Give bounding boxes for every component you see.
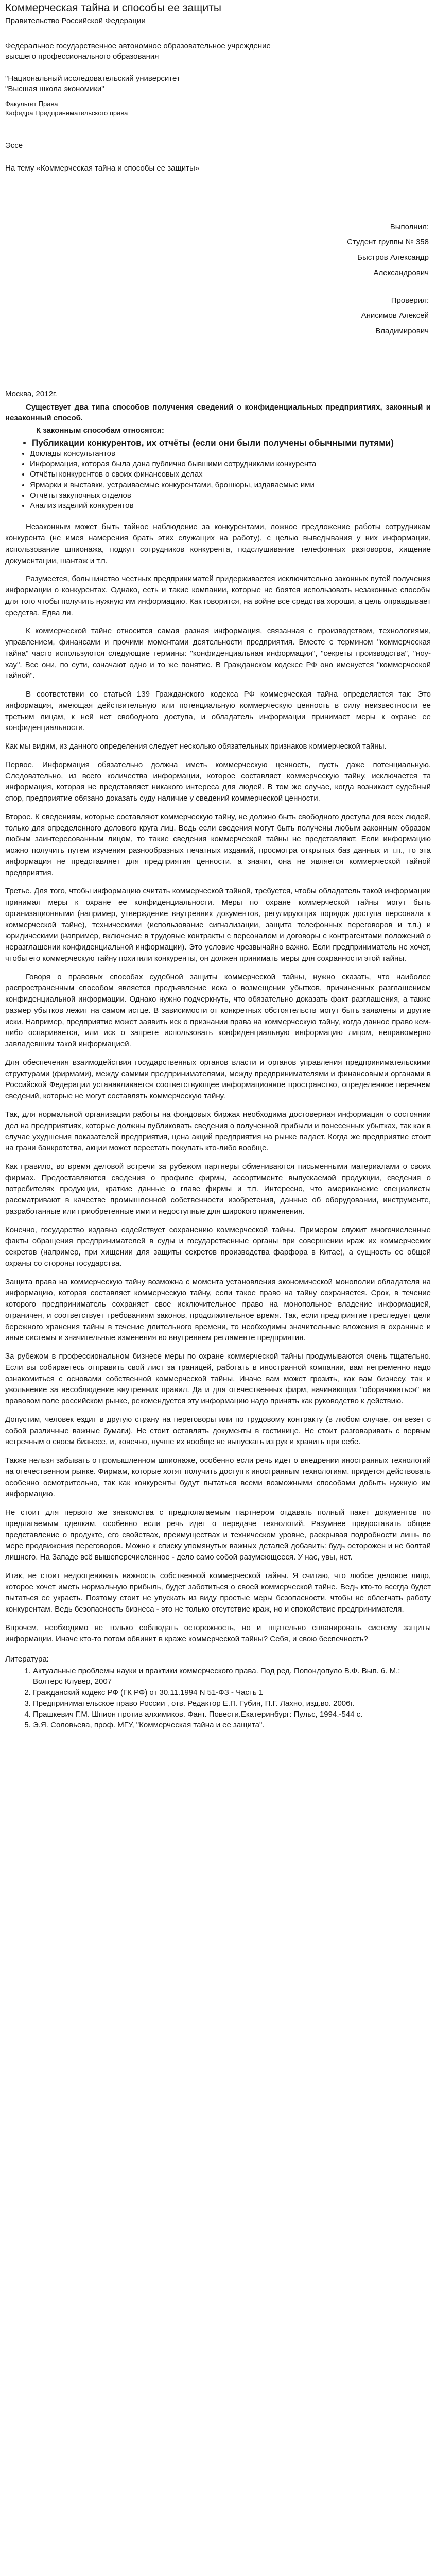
paragraph: Так, для нормальной организации работы на фондовых биржах необходима достоверная информация о состоянии дел на предприятиях, которые должны публиковать сведения о полученной прибыли и понесенных убытках, так как в случае ухудшения показателей предприятия, цена акций предприятия на рынке падает. Когда же предприятие стоит на грани банкротства, акции может перестать покупать кто-либо вообще. — [5, 1110, 431, 1153]
paragraph: Как мы видим, из данного определения следует несколько обязательных признаков коммерческой тайны. — [5, 742, 387, 751]
paragraph: Для обеспечения взаимодействия государственных органов власти и органов управления предпринимательскими структурами (фирмами), между самими предпринимателями, между предпринимателями и финансовыми органами в Российской Федерации устанавливается соответствующее информационное пространство, определенное перечнем сведений, которые не могут составлять коммерческую тайну. — [5, 1058, 431, 1101]
reference-item: 1. Актуальные проблемы науки и практики коммерческого права. Под ред. Попондопуло В.Ф. Вып. 6. М.: Волтерс Клувер, 2007 — [33, 1666, 431, 1687]
legal-methods-heading: К законным способам относятся: — [36, 426, 164, 435]
paragraph: Третье. Для того, чтобы информацию считать коммерческой тайной, требуется, чтобы обладатель такой информации принимал меры к охране ее конфиденциальности. Меры по охране коммерческой тайны могут быть организационными (например, утверждение внутренних документов, регулирующих порядок доступа персонала к коммерческой тайне), техническими (использование сигнализации, защита телефонных переговоров и т.п.) и юридическими (например, включение в трудовые контракты с персоналом и договоры с контрагентами положений о неразглашении конфиденциальной информации). Это условие чрезвычайно важно. Если предприниматель не хочет, чтобы его коммерческую тайну похитили конкуренты, он должен принимать меры для сохранности этой тайны. — [5, 887, 431, 963]
faculty-line: Факультет Права — [5, 100, 58, 108]
essay-body — [5, 521, 431, 1645]
list-item: • Анализ изделий конкурентов — [30, 501, 431, 511]
essay-topic: На тему «Коммерческая тайна и способы ее защиты» — [5, 163, 200, 173]
reference-item: 5. Э.Я. Соловьева, проф. МГУ, "Коммерческая тайна и ее защита". — [33, 1720, 431, 1731]
paragraph: Не стоит для первого же знакомства с предполагаемым партнером отдавать полный пакет документов по предлагаемым сделкам, особенно если речь идет о передаче технологий. Разумнее предоставить общее представление о продукте, его свойствах, преимуществах и техническом уровне, раскрывая подробности лишь по мере продвижения переговоров. Можно к списку упомянутых важных деталей добавить: будь осторожен и не болтай лишнего. На Западе всё вышеперечисленное - дело само собой разумеющееся. У нас, увы, нет. — [5, 1508, 431, 1562]
paragraph: Второе. К сведениям, которые составляют коммерческую тайну, не должно быть свободного доступа для всех людей, только для определенного делового круга лиц. Ведь если сведения могут быть получены любым законным образом любым заинтересованным лицом, то такие сведения коммерческой тайны не представляют. Если информацию можно получить путем изучения разнообразных печатных изданий, просмотра открытых баз данных и т.п., то эта информация не представляет для предприятия ценности, а значит, она не является коммерческой тайной предприятия. — [5, 812, 431, 877]
thesis-statement: Существует два типа способов получения сведений о конфиденциальных предприятиях, законный и незаконный способ. — [5, 402, 431, 423]
reviewer-heading: Проверил: — [391, 296, 429, 305]
author-name: Александрович — [373, 268, 429, 277]
paragraph: Защита права на коммерческую тайну возможна с момента установления экономической монополии обладателя на информацию, которая составляет коммерческую тайну, если такое право на тайну сохраняется. Срок, в течение которого предприниматель сохраняет свое исключительное право на монопольное владение информацией, ограничен, и соответствует требованиям законов, продолжительное время. Так, если предприятие преследует цели бережного хранения тайны в течение длительного времени, то необходимы значительные вложения в охранные и иные системы и значительные изменения во внутреннем регламенте предприятия. — [5, 1277, 431, 1343]
university-line: "Высшая школа экономики" — [5, 84, 104, 93]
author-heading: Выполнил: — [390, 222, 429, 231]
document-title: Коммерческая тайна и способы ее защиты — [5, 2, 221, 14]
institution-block — [5, 41, 431, 62]
spacer — [5, 174, 431, 222]
government-line: Правительство Российской Федерации — [5, 16, 146, 26]
reviewer-name: Владимирович — [375, 327, 429, 336]
paragraph: Итак, не стоит недооценивать важность собственной коммерческой тайны. Я считаю, что любое деловое лицо, которое хочет иметь нормальную прибыль, будет заботиться о своей коммерческой тайне. Ведь кто-то всегда будет пытаться ее украсть. Поэтому стоит не упускать из виду простые меры безопасности, чтобы не облегчать работу конкурентам. Ведь безопасность бизнеса - это не только отсутствие краж, но и спокойствие предпринимателя. — [5, 1571, 431, 1614]
paragraph: Также нельзя забывать о промышленном шпионаже, особенно если речь идет о внедрении иностранных технологий на отечественном рынке. Фирмам, которые хотят получить доступ к иностранным технологиям, придется действовать особенно осмотрительно, так как конкуренты будут пытаться всеми возможными способами добыть нужную им информацию. — [5, 1456, 431, 1499]
reference-item: 2. Гражданский кодекс РФ (ГК РФ) от 30.11.1994 N 51-ФЗ - Часть 1 — [33, 1688, 431, 1698]
spacer — [5, 283, 429, 295]
paragraph: Незаконным может быть тайное наблюдение за конкурентами, ложное предложение работы сотрудникам конкурента (не имея намерения брать этих служащих на работу), с целью выведывания у них информации, использование шпионажа, подкуп сотрудников конкурента, подслушивание телефонных разговоров, хищение документации, шантаж и т.п. — [5, 522, 431, 565]
essay-label: Эссе — [5, 141, 23, 150]
list-item: • Ярмарки и выставки, устраиваемые конкурентами, брошюры, издаваемые ими — [30, 480, 431, 490]
spacer — [5, 511, 431, 521]
institution-line: Федеральное государственное автономное образовательное учреждение — [5, 42, 271, 51]
list-item: • Публикации конкурентов, их отчёты (если они были получены обычными путями) — [32, 437, 431, 449]
references-list — [5, 1666, 431, 1731]
list-item: • Отчёты закупочных отделов — [30, 490, 431, 501]
legal-methods-list — [5, 437, 431, 449]
institution-line: высшего профессионального образования — [5, 52, 159, 61]
paragraph: Допустим, человек ездит в другую страну на переговоры или по трудовому контракту (в любом случае, он везет с собой различные важные бумаги). Не стоит оставлять документы в гостинице. Не стоит разговаривать с первым встречным о своем бизнесе, и, конечно, лучше их вообще не выпускать из рук и хранить при себе. — [5, 1415, 431, 1447]
list-item: • Доклады консультантов — [30, 449, 431, 459]
paragraph: Как правило, во время деловой встречи за рубежом партнеры обмениваются письменными материалами о своих фирмах. Предоставляются сведения о профиле фирмы, ассортименте выпускаемой продукции, сведения о потребителях продукции, краткие данные о главе фирмы и т.п. Интересно, что американские специалисты рассматривают в качестве промышленной собственности изобретения, данные об оборудовании, инструменте, разработанные или приобретенные ими и недоступные для широкого применения. — [5, 1162, 431, 1216]
reference-item: 3. Предпринимательское право России , отв. Редактор Е.П. Губин, П.Г. Лахно, изд.во. 2006г. — [33, 1699, 431, 1709]
list-item: • Информация, которая была дана публично бывшими сотрудниками конкурента — [30, 459, 431, 469]
paragraph: Впрочем, необходимо не только соблюдать осторожность, но и тщательно спланировать систему защиты информации. Иначе кто-то потом обвинит в краже коммерческой тайны? Себя, и свою беспечность? — [5, 1623, 431, 1643]
faculty-block — [5, 99, 431, 117]
references-heading: Литература: — [5, 1655, 49, 1664]
university-line: "Национальный исследовательский университет — [5, 74, 180, 83]
paragraph: Конечно, государство издавна содействует сохранению коммерческой тайны. Примером служит многочисленные факты обращения предпринимателей в суды и государственные органы при совершении краж их коммерческих секретов (например, при хищении для защиты секретов производства фарфора в Китае), а сущность ее общей охраны со стороны государства. — [5, 1225, 431, 1268]
department-line: Кафедра Предпринимательского права — [5, 109, 128, 117]
paragraph: За рубежом в профессиональном бизнесе меры по охране коммерческой тайны продумываются очень тщательно. Если вы собираетесь отправить свой лист за границей, работать в иностранной компании, вам непременно надо ознакомиться с основами собственной коммерческой тайны. Иначе вам может грозить, как вам бизнесу, так и увольнение за несоблюдение внутренних правил. Да и для отечественных фирм, начинающих "оборачиваться" на правовом поле российском рынке, рекомендуется эту информацию надо принять как руководство к действию. — [5, 1352, 431, 1406]
document-header — [5, 0, 431, 174]
reference-item: 4. Прашкевич Г.М. Шпион против алхимиков. Фант. Повести.Екатеринбург: Пульс, 1994.-544 с. — [33, 1709, 431, 1720]
author-surname: Быстров Александр — [357, 253, 429, 262]
author-group: Студент группы № 358 — [347, 238, 429, 247]
university-block — [5, 74, 431, 95]
author-block — [5, 222, 431, 337]
paragraph: Говоря о правовых способах судебной защиты коммерческой тайны, нужно сказать, что наиболее распространенным способом является предъявление иска о возмещении убытков, причиненных разглашением конфиденциальной информации. Однако нужно подчеркнуть, что обязательно доказать факт разглашения, а также размер убытков лежит на самом истце. В зависимости от конкретных обстоятельств могут быть заявлены и другие иски. Например, предприятие может заявить иск о признании права на коммерческую тайну, когда данное право кем-либо оспаривается, или иск о запрете использовать конфиденциальную информацию лицом, неправомерно завладевшим такой информацией. — [5, 972, 431, 1049]
paragraph: В соответствии со статьей 139 Гражданского кодекса РФ коммерческая тайна определяется так: Это информация, имеющая действительную или потенциальную коммерческую ценность в силу неизвестности ее третьим лицам, к ней нет свободного доступа, и обладатель информации принимает меры к охране ее конфиденциальности. — [5, 690, 431, 733]
paragraph: Разумеется, большинство честных предприниматей придерживается исключительно законных путей получения информации о конкурентах. Однако, есть и такие компании, которые не боятся использовать незаконные способы для того чтобы получить нужную им информацию. Как говорится, на войне все средства хороши, а цель оправдывает средства. Едва ли. — [5, 574, 431, 617]
legal-methods-sublist — [5, 449, 431, 512]
paragraph: Первое. Информация обязательно должна иметь коммерческую ценность, пусть даже потенциальную. Следовательно, из всего количества информации, которое составляет коммерческую тайну, исключается та информация, которая не представляет никакого интереса для людей. В том же случае, когда возникает судебный спор, предприятие обязано доказать суду наличие у сведений коммерческой ценности. — [5, 760, 431, 803]
city-year: Москва, 2012г. — [5, 389, 57, 398]
list-item: • Отчёты конкурентов о своих финансовых делах — [30, 469, 431, 480]
paragraph: К коммерческой тайне относится самая разная информация, связанная с производством, технологиями, управлением, финансами и прочими моментами деятельности предприятия. Вместе с термином "коммерческая тайна" часто используются следующие термины: "конфиденциальная информация", "секреты производства", "ноу-хау". Все они, по сути, означают одно и то же понятие. В Гражданском кодексе РФ оно именуется "коммерческой тайной". — [5, 626, 431, 681]
reviewer-surname: Анисимов Алексей — [361, 311, 429, 320]
